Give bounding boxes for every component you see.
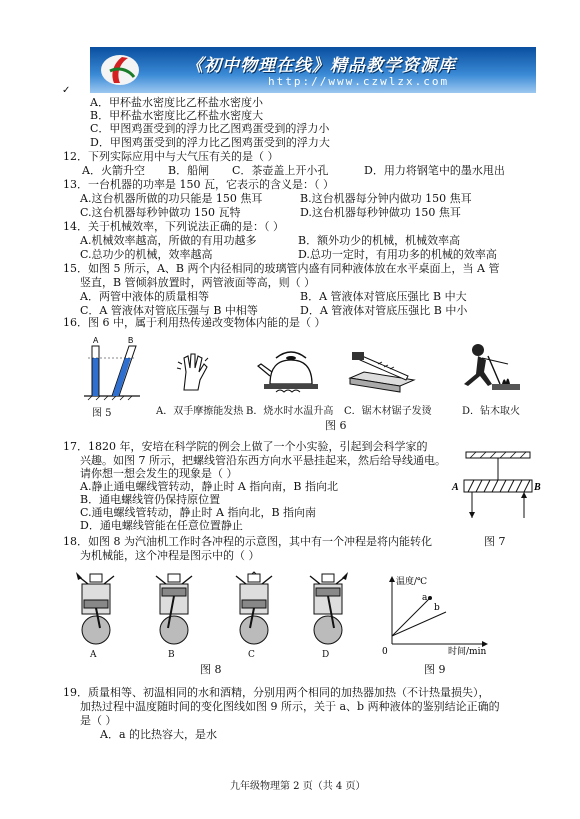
q11-option-a: A．甲杯盐水密度比乙杯盐水密度小 [90, 96, 263, 109]
q18-stem-line1: 18．如图 8 为汽油机工作时各冲程的示意图，其中有一个冲程是将内能转化 [63, 535, 432, 548]
q11-option-d: D．甲图鸡蛋受到的浮力比乙图鸡蛋受到的浮力大 [90, 136, 330, 149]
q17-stem-line2: 兴趣。如图 7 所示，把螺线管沿东西方向水平悬挂起来，然后给导线通电。 [80, 454, 446, 467]
site-logo-icon [100, 53, 140, 87]
q11-option-c: C．甲图鸡蛋受到的浮力比乙图鸡蛋受到的浮力小 [90, 122, 330, 135]
figure-6-label: 图 6 [325, 419, 347, 432]
figure-9-xlabel: 时间/min [448, 647, 487, 657]
figure-7-solenoid [448, 452, 546, 532]
engine-stroke-d-icon [298, 570, 358, 650]
q16-stem: 16．图 6 中，属于利用热传递改变物体内能的是（ ） [63, 316, 326, 329]
figure-8-engines [66, 570, 356, 660]
q19-stem-line1: 19．质量相等、初温相同的水和酒精，分别用两个相同的加热器加热（不计热量损失）， [63, 686, 490, 699]
q14-option-b: B．额外功少的机械，机械效率高 [298, 234, 461, 247]
q17-option-c: C.通电螺线管转动，静止时 A 指向北，B 指向南 [80, 506, 317, 519]
q12-stem: 12．下列实际应用中与大气压有关的是（ ） [63, 150, 279, 163]
hands-rubbing-icon [174, 350, 214, 392]
q17-stem-line3: 请你想一想会发生的现象是（ ） [80, 467, 238, 480]
q19-option-a: A．a 的比热容大，是水 [100, 728, 217, 741]
q13-stem: 13．一台机器的功率是 150 瓦，它表示的含义是：（ ） [63, 178, 334, 191]
q19-stem-line3: 是（ ） [80, 714, 117, 727]
q17-option-d: D．通电螺线管能在任意位置静止 [80, 519, 243, 532]
figure-9-series-a: a [422, 593, 428, 603]
figure-5-label-a: A [93, 336, 99, 345]
engine-label-a: A [90, 650, 97, 660]
q13-option-b: B.这台机器每分钟内做功 150 焦耳 [300, 192, 472, 205]
figure-6-caption-c: C．锯木材锯子发烫 [344, 406, 432, 417]
banner-url: http://www.czwlzx.com [268, 75, 450, 88]
banner-title: 《初中物理在线》精品教学资源库 [186, 56, 456, 76]
engine-stroke-c-icon [224, 570, 284, 650]
q12-option-b: B．船闸 [168, 164, 210, 177]
figure-8-label: 图 8 [200, 663, 222, 676]
sawing-wood-icon [348, 350, 418, 394]
q15-option-d: D．A 管液体对管底压强比 B 中小 [300, 304, 468, 317]
q11-option-b: B．甲杯盐水密度比乙杯盐水密度大 [90, 109, 264, 122]
figure-9-origin: 0 [382, 647, 388, 657]
figure-9-label: 图 9 [424, 663, 446, 676]
q13-option-c: C.这台机器每秒钟做功 150 瓦特 [80, 206, 241, 219]
q12-option-a: A．火箭升空 [82, 164, 145, 177]
q14-option-a: A.机械效率越高，所做的有用功越多 [80, 234, 257, 247]
figure-5-caption: 图 5 [92, 408, 112, 419]
q14-option-d: D.总功一定时，有用功多的机械的效率高 [298, 248, 497, 261]
q14-option-c: C.总功少的机械，效率越高 [80, 248, 213, 261]
q13-option-d: D.这台机器每秒钟做功 150 焦耳 [300, 206, 461, 219]
q15-option-c: C．A 管液体对管底压强与 B 中相等 [80, 304, 258, 317]
site-banner [90, 47, 536, 93]
figure-7-label: 图 7 [484, 535, 506, 548]
q15-stem-line1: 15．如图 5 所示，A、B 两个内径相同的玻璃管内盛有同种液体放在水平桌面上，当 A 管 [63, 262, 500, 275]
check-mark: ✓ [62, 85, 71, 96]
page-footer: 九年级物理第 2 页（共 4 页） [230, 781, 366, 792]
q15-option-a: A．两管中液体的质量相等 [80, 290, 209, 303]
q19-stem-line2: 加热过程中温度随时间的变化图线如图 9 所示，关于 a、b 两种液体的鉴别结论正确的 [80, 700, 500, 713]
figure-7-label-b: B [534, 482, 541, 493]
drilling-wood-fire-icon [458, 340, 522, 396]
engine-label-b: B [168, 650, 175, 660]
q18-stem-line2: 为机械能，这个冲程是图示中的（ ） [80, 549, 260, 562]
figure-5-label-b: B [128, 336, 134, 345]
figure-7-label-a: A [452, 482, 459, 493]
engine-stroke-a-icon [66, 570, 126, 650]
figure-6-caption-a: A．双手摩擦能发热 [156, 406, 244, 417]
engine-label-c: C [248, 650, 255, 660]
q12-option-c: C．茶壶盖上开小孔 [232, 164, 329, 177]
q13-option-a: A.这台机器所做的功只能是 150 焦耳 [80, 192, 263, 205]
figure-6-caption-d: D．钻木取火 [462, 406, 521, 417]
q17-stem-line1: 17．1820 年，安培在科学院的例会上做了一个小实验，引起到会科学家的 [63, 440, 428, 453]
figure-9-ylabel: 温度/℃ [396, 577, 428, 587]
q17-option-a: A.静止通电螺线管转动，静止时 A 指向南，B 指向北 [80, 480, 338, 493]
kettle-on-stove-icon [256, 344, 326, 396]
q15-stem-line2: 竖直，B 管倾斜放置时，两管液面等高，则（ ） [80, 276, 316, 289]
figure-9-series-b: b [434, 603, 440, 613]
engine-label-d: D [322, 650, 330, 660]
q15-option-b: B．A 管液体对管底压强比 B 中大 [300, 290, 467, 303]
figure-9-graph [378, 574, 498, 657]
q12-option-d: D．用力将钢笔中的墨水甩出 [364, 164, 505, 177]
engine-stroke-b-icon [144, 570, 204, 650]
q17-option-b: B．通电螺线管仍保持原位置 [80, 493, 221, 506]
figure-5-tubes [84, 336, 144, 404]
figure-6-caption-b: B．烧水时水温升高 [246, 406, 334, 417]
q14-stem: 14．关于机械效率，下列说法正确的是：（ ） [63, 220, 284, 233]
